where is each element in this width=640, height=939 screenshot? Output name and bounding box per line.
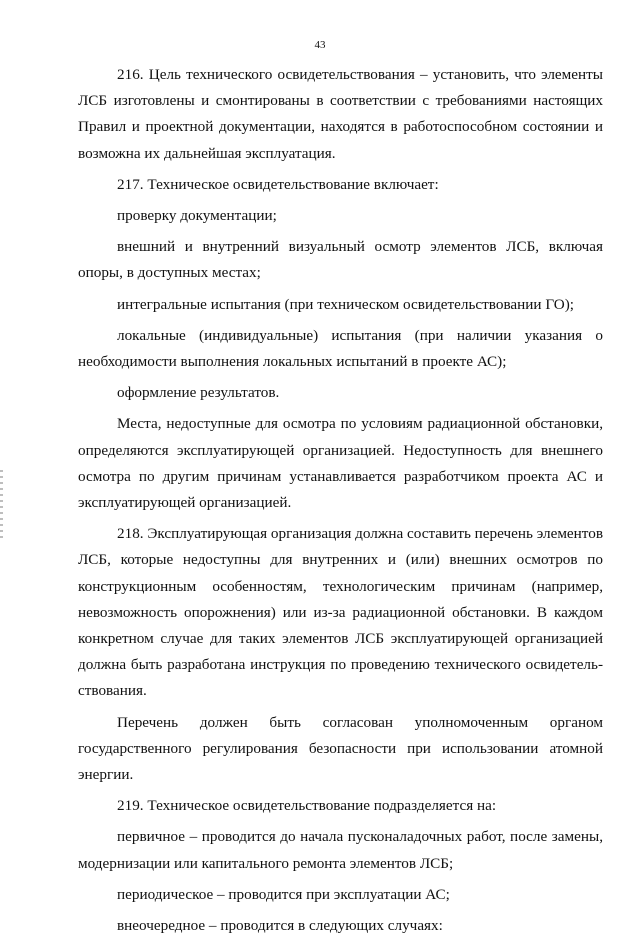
paragraph-217: 217. Техническое освидетельствование включает: xyxy=(117,175,439,193)
page-number: 43 xyxy=(314,39,326,51)
list-item-integral-tests: интегральные испытания (при техническом освидетельствовании ГО); xyxy=(117,295,574,313)
list-item-results: оформление результатов. xyxy=(117,384,280,402)
paragraph-219: 219. Техническое освидетельствование подразделяется на: xyxy=(117,797,497,815)
list-item-documentation-check: проверку документации; xyxy=(117,207,277,225)
list-item-extraordinary: внеочередное – проводится в следующих случаях: xyxy=(117,917,443,935)
paragraph-218: 218. Эксплуатирующая организация должна составить перечень элементов ЛСБ, которые недоступны для внутренних и (или) внешних осмотров по конструкционным особенностям, технологическим причинам (например, невозможность опорожнения) или из-за радиационной обстановки. В каждом конкретном случае для таких элементов ЛСБ эксплуатирующей организацией должна быть разработана инструкция по проведению технического освидетельствования. xyxy=(78,525,603,700)
paragraph-216: 216. Цель технического освидетельствования – установить, что элементы ЛСБ изготовлены и смонтированы в соответствии с требованиями настоящих Правил и проектной документации, находятся в работоспособном состоянии и возможна их дальнейшая эксплуатация. xyxy=(78,66,603,162)
scan-edge-marks xyxy=(0,470,3,540)
paragraph-inaccessible-places: Места, недоступные для осмотра по условиям радиационной обстановки, определяются эксплуатирующей организацией. Недоступность для внешнего осмотра по другим причинам устанавливается разработчиком проекта АС и эксплуатирующей организацией. xyxy=(78,415,603,512)
list-item-local-tests: локальные (индивидуальные) испытания (при наличии указания о необходимости выполнения локальных испытаний в проекте АС); xyxy=(78,326,603,371)
document-body xyxy=(78,62,603,939)
list-item-visual-inspection: внешний и внутренний визуальный осмотр элементов ЛСБ, включая опоры, в доступных местах; xyxy=(78,238,603,282)
list-item-periodic: периодическое – проводится при эксплуатации АС; xyxy=(117,885,450,903)
list-item-primary: первичное – проводится до начала пусконаладочных работ, после замены, модернизации или капитального ремонта элементов ЛСБ; xyxy=(78,828,603,872)
paragraph-list-approval: Перечень должен быть согласован уполномоченным органом государственного регулирования безопасности при использовании атомной энергии. xyxy=(78,713,603,784)
